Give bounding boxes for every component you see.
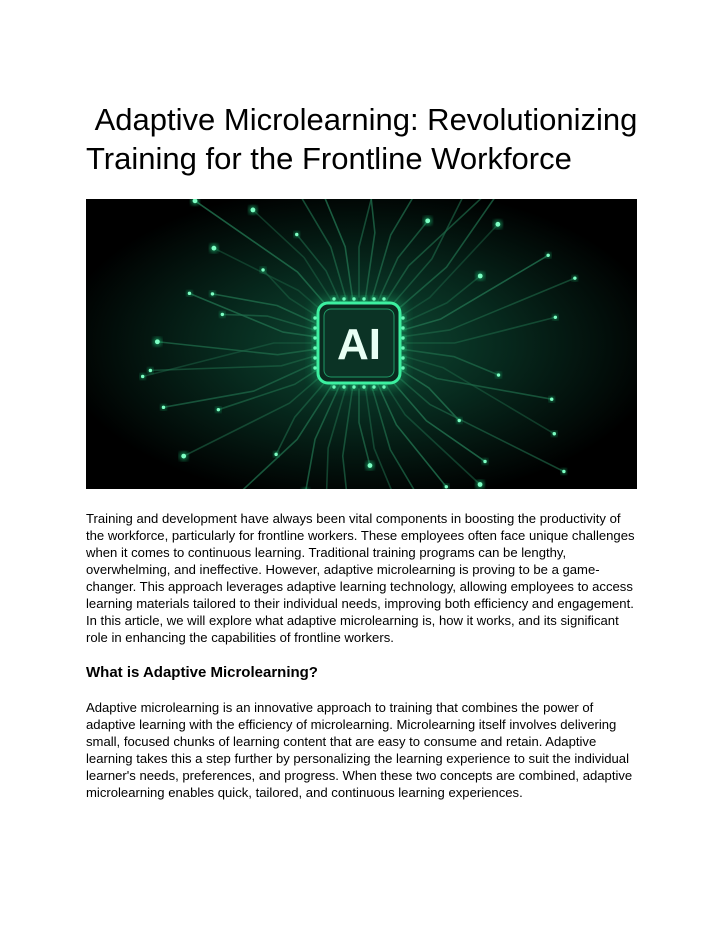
hero-image [86,199,637,489]
circuit-node [274,453,277,456]
circuit-node [217,408,220,411]
circuit-node [495,222,500,227]
circuit-node [478,482,483,487]
circuit-node [550,398,553,401]
circuit-node [478,274,483,279]
chip-label: AI [337,320,381,369]
intro-paragraph: Training and development have always been vital components in boosting the productivity of the workforce, particularly for frontline workers. These employees often face unique challenges when it comes to continuous learning. Traditional training programs can be lengthy, overwhelming, and ineffective. However, adaptive microlearning is proving to be a game-changer. This approach leverages adaptive learning technology, allowing employees to access learning materials tailored to their individual needs, improving both efficiency and engagement. In this article, we will explore what adaptive microlearning is, how it works, and its significant role in enhancing the capabilities of frontline workers. [86,511,635,645]
circuit-node [149,369,152,372]
circuit-node [162,406,165,409]
circuit-node [553,432,556,435]
circuit-node [212,246,217,251]
circuit-node [155,339,160,344]
article-title: Adaptive Microlearning: Revolutionizing Training for the Frontline Workforce [86,102,646,176]
circuit-node [483,460,486,463]
circuit-node [458,419,461,422]
circuit-node [546,254,549,257]
circuit-node [573,276,576,279]
circuit-node [181,454,186,459]
circuit-node [211,292,214,295]
circuit-node [221,313,224,316]
circuit-node [497,373,500,376]
circuit-node [425,218,430,223]
circuit-node [261,268,264,271]
section-heading: What is Adaptive Microlearning? [86,664,318,681]
circuit-node [188,292,191,295]
circuit-node [445,485,448,488]
ai-chip-icon [86,199,637,489]
circuit-node [368,463,373,468]
circuit-node [562,470,565,473]
section-paragraph: Adaptive microlearning is an innovative approach to training that combines the power of adaptive learning with the efficiency of microlearning. Microlearning itself involves delivering small, focused chunks of learning content that are easy to consume and retain. Adaptive learning takes this a step further by personalizing the learning experience to suit the individual learner's needs, preferences, and progress. When these two concepts are combined, adaptive microlearning enables quick, tailored, and continuous learning experiences. [86,700,633,800]
circuit-node [141,375,144,378]
circuit-node [554,316,557,319]
circuit-node [295,233,298,236]
circuit-node [251,208,256,213]
